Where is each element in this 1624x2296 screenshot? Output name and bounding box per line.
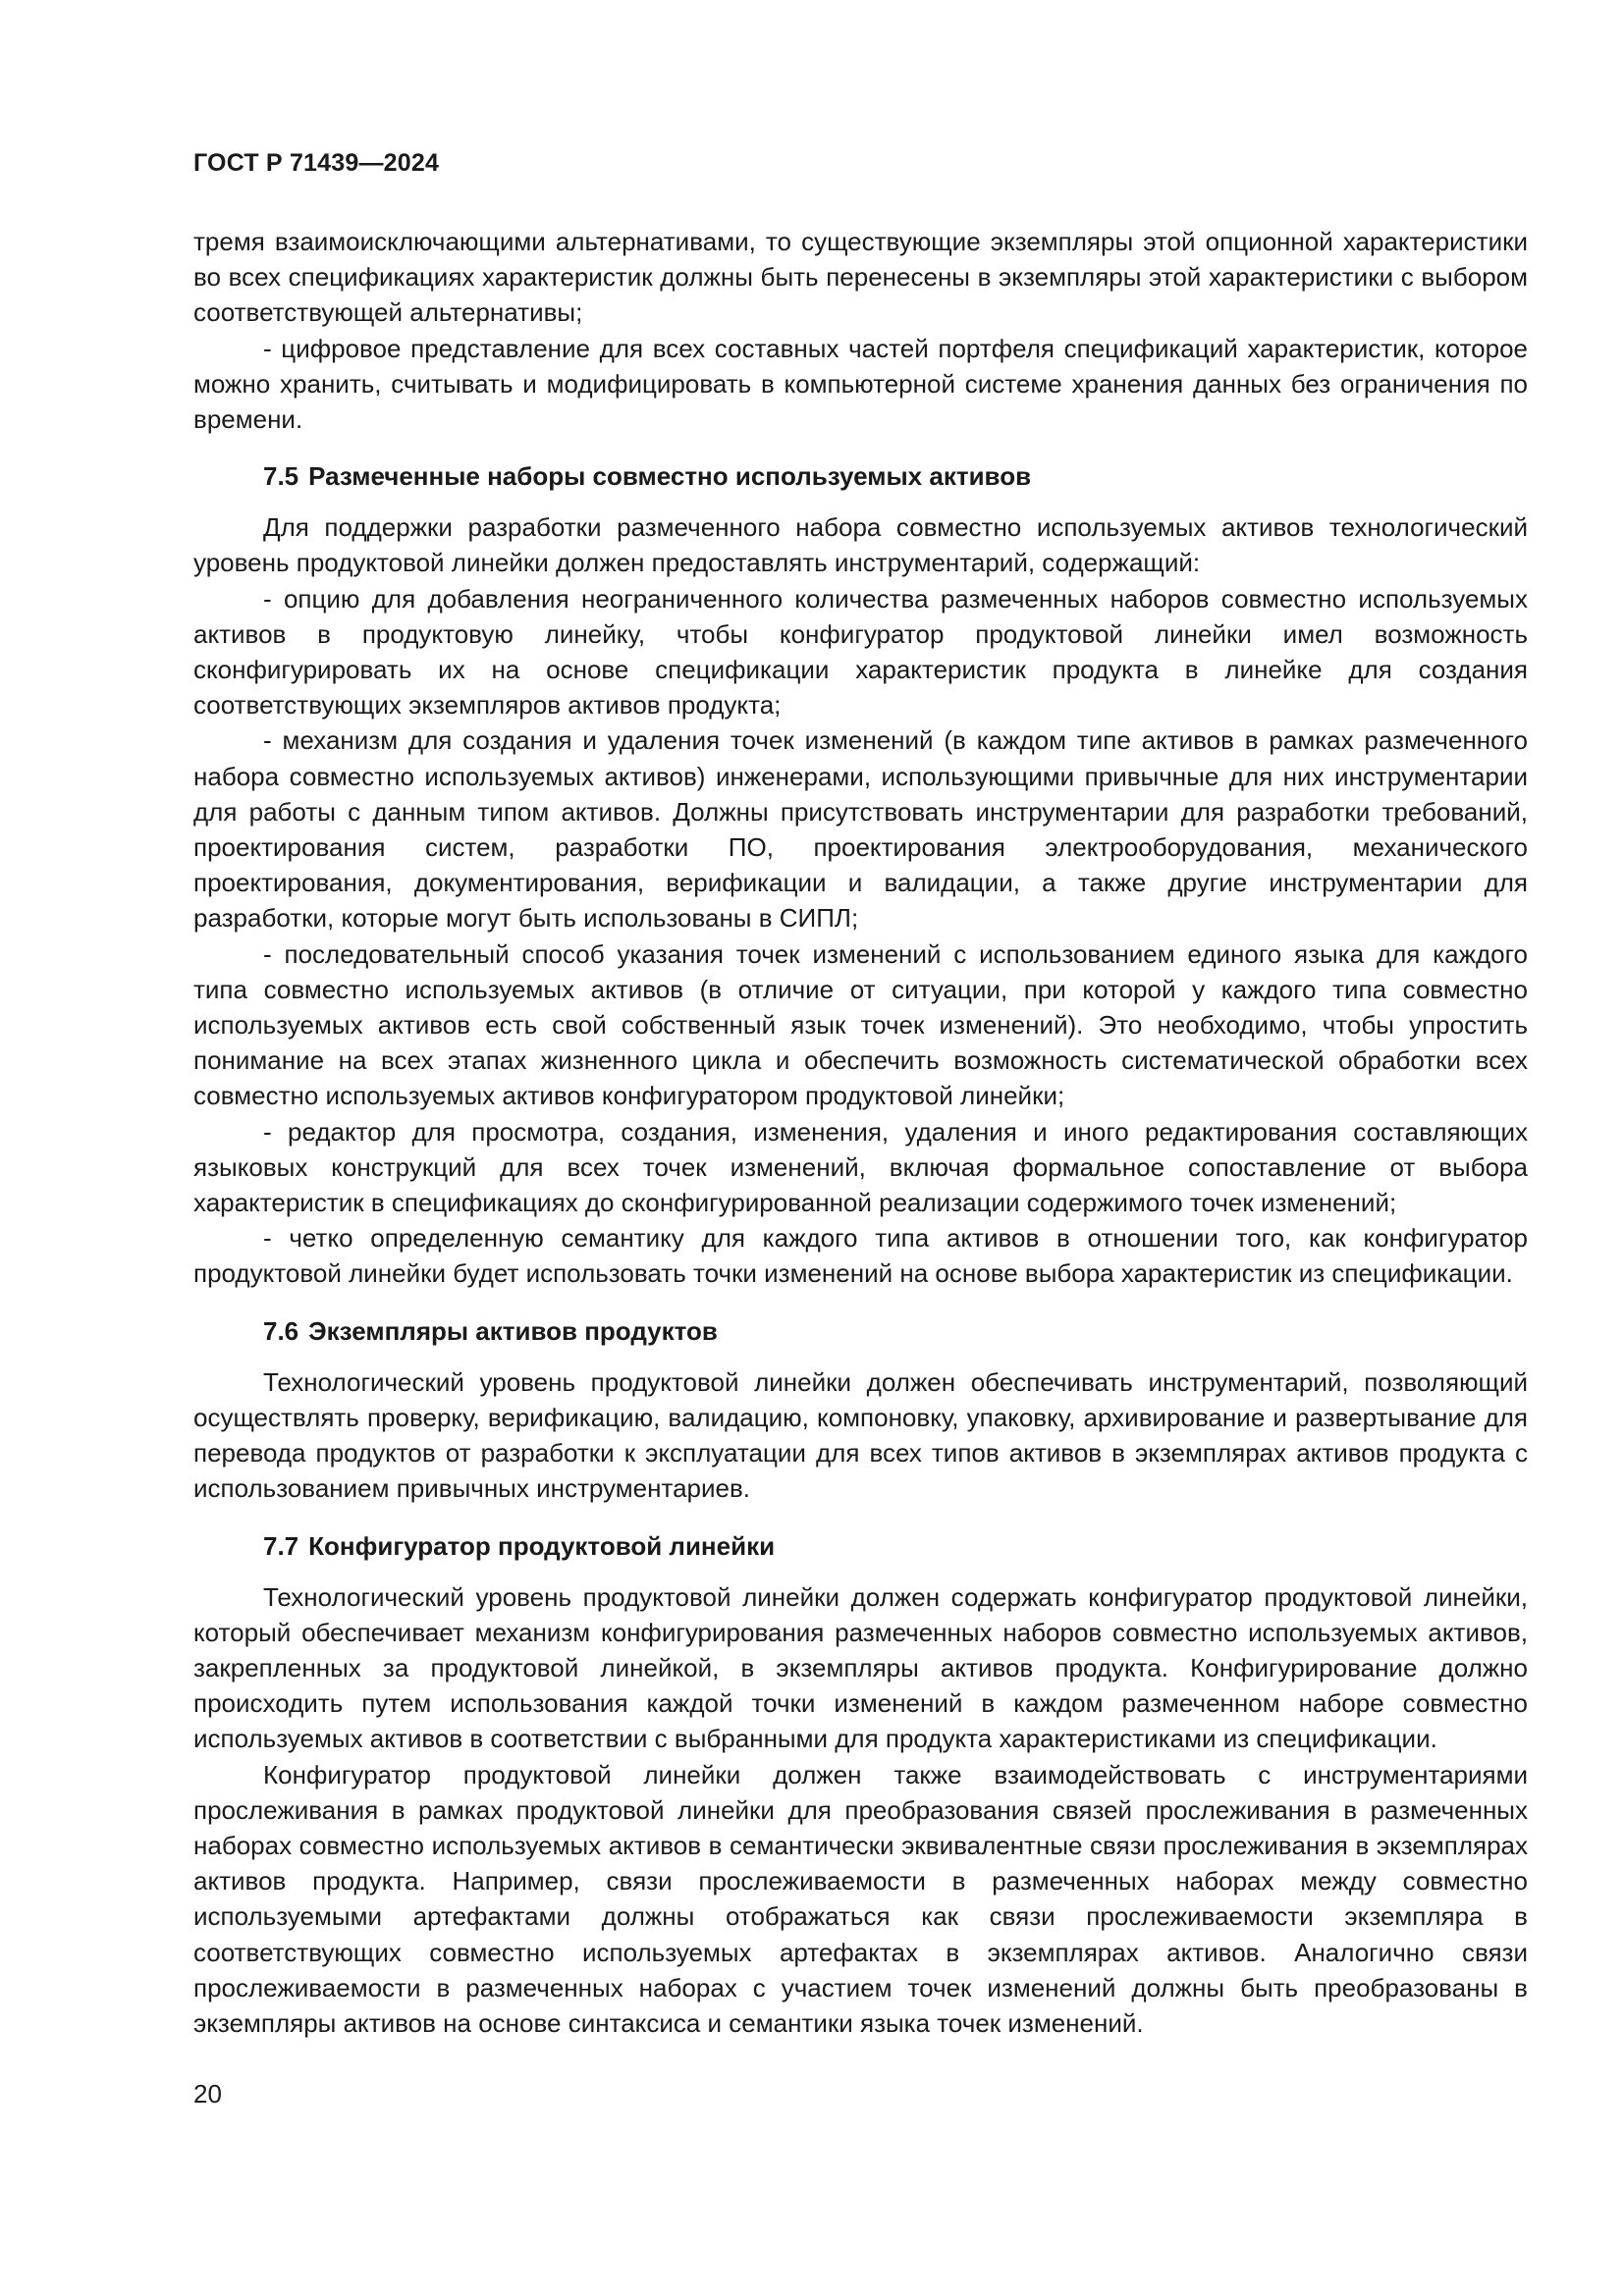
- paragraph: Конфигуратор продуктовой линейки должен также взаимодействовать с инструментариями прослеживания в рамках продуктовой линейки для преобразования связей прослеживания в размеченных наборах совместно используемых активов в семантически эквивалентные связи прослеживания в экземплярах активов продукта. Например, связи прослеживаемости в размеченных наборах между совместно используемыми артефактами должны отображаться как связи прослеживаемости экземпляра в соответствующих совместно используемых артефактах в экземплярах активов. Аналогично связи прослеживаемости в размеченных наборах с участием точек изменений должны быть преобразованы в экземпляры активов на основе синтаксиса и семантики языка точек изменений.: [193, 1759, 1528, 2038]
- section-heading-7-5: [193, 458, 1528, 494]
- section-number: 7.6: [263, 1315, 299, 1346]
- list-item-digital-representation: - цифровое представление для всех составных частей портфеля спецификаций характеристик, которое можно хранить, считывать и модифицировать в компьютерной системе хранения данных без ограничения по времени.: [193, 333, 1528, 435]
- section-number: 7.5: [263, 461, 299, 492]
- section-title: Экземпляры активов продуктов: [308, 1315, 718, 1346]
- paragraph: Для поддержки разработки размеченного набора совместно используемых активов технологический уровень продуктовой линейки должен предоставлять инструментарий, содержащий:: [193, 512, 1528, 578]
- list-item: - последовательный способ указания точек изменений с использованием единого языка для каждого типа совместно используемых активов (в отличие от ситуации, при которой у каждого типа совместно используемых активов есть свой собственный язык точек изменений). Это необходимо, чтобы упростить понимание на всех этапах жизненного цикла и обеспечить возможность систематической обработки всех совместно используемых активов конфигуратором продуктовой линейки;: [193, 938, 1528, 1111]
- section-title: Конфигуратор продуктовой линейки: [308, 1530, 776, 1561]
- list-item: - механизм для создания и удаления точек изменений (в каждом типе активов в рамках размеченного набора совместно используемых активов) инженерами, использующими привычные для них инструментарии для работы с данным типом активов. Должны присутствовать инструментарии для разработки требований, проектирования систем, разработки ПО, проектирования электрооборудования, механического проектирования, документирования, верификации и валидации, а также другие инструментарии для разработки, которые могут быть использованы в СИПЛ;: [193, 725, 1528, 934]
- list-item: - редактор для просмотра, создания, изменения, удаления и иного редактирования составляющих языковых конструкций для всех точек изменений, включая формальное сопоставление от выбора характеристик в спецификациях до сконфигурированной реализации содержимого точек изменений;: [193, 1116, 1528, 1218]
- paragraph: Технологический уровень продуктовой линейки должен содержать конфигуратор продуктовой линейки, который обеспечивает механизм конфигурирования размеченных наборов совместно используемых активов, закрепленных за продуктовой линейкой, в экземпляры активов продукта. Конфигурирование должно происходить путем использования каждой точки изменений в каждом размеченном наборе совместно используемых активов в соответствии с выбранными для продукта характеристиками из спецификации.: [193, 1581, 1528, 1754]
- document-header: ГОСТ Р 71439—2024: [193, 149, 440, 177]
- list-item: - опцию для добавления неограниченного количества размеченных наборов совместно используемых активов в продуктовую линейку, чтобы конфигуратор продуктовой линейки имел возможность сконфигурировать их на основе спецификации характеристик продукта в линейке для создания соответствующих экземпляров активов продукта;: [193, 583, 1528, 721]
- section-heading-7-7: [193, 1528, 1528, 1564]
- section-heading-7-6: [193, 1313, 1528, 1349]
- list-item: - четко определенную семантику для каждого типа активов в отношении того, как конфигуратор продуктовой линейки будет использовать точки изменений на основе выбора характеристик из спецификации.: [193, 1223, 1528, 1289]
- section-title: Размеченные наборы совместно используемых активов: [308, 461, 1032, 492]
- page-number: 20: [193, 2079, 222, 2109]
- section-number: 7.7: [263, 1530, 299, 1561]
- paragraph-intro-continuation: тремя взаимоисключающими альтернативами, то существующие экземпляры этой опционной характеристики во всех спецификациях характеристик должны быть перенесены в экземпляры этой характеристики с выбором соответствующей альтернативы;: [193, 227, 1528, 328]
- page-content: [193, 224, 1528, 2041]
- paragraph: Технологический уровень продуктовой линейки должен обеспечивать инструментарий, позволяющий осуществлять проверку, верификацию, валидацию, компоновку, упаковку, архивирование и развертывание для перевода продуктов от разработки к эксплуатации для всех типов активов в экземплярах активов продукта с использованием привычных инструментариев.: [193, 1366, 1528, 1504]
